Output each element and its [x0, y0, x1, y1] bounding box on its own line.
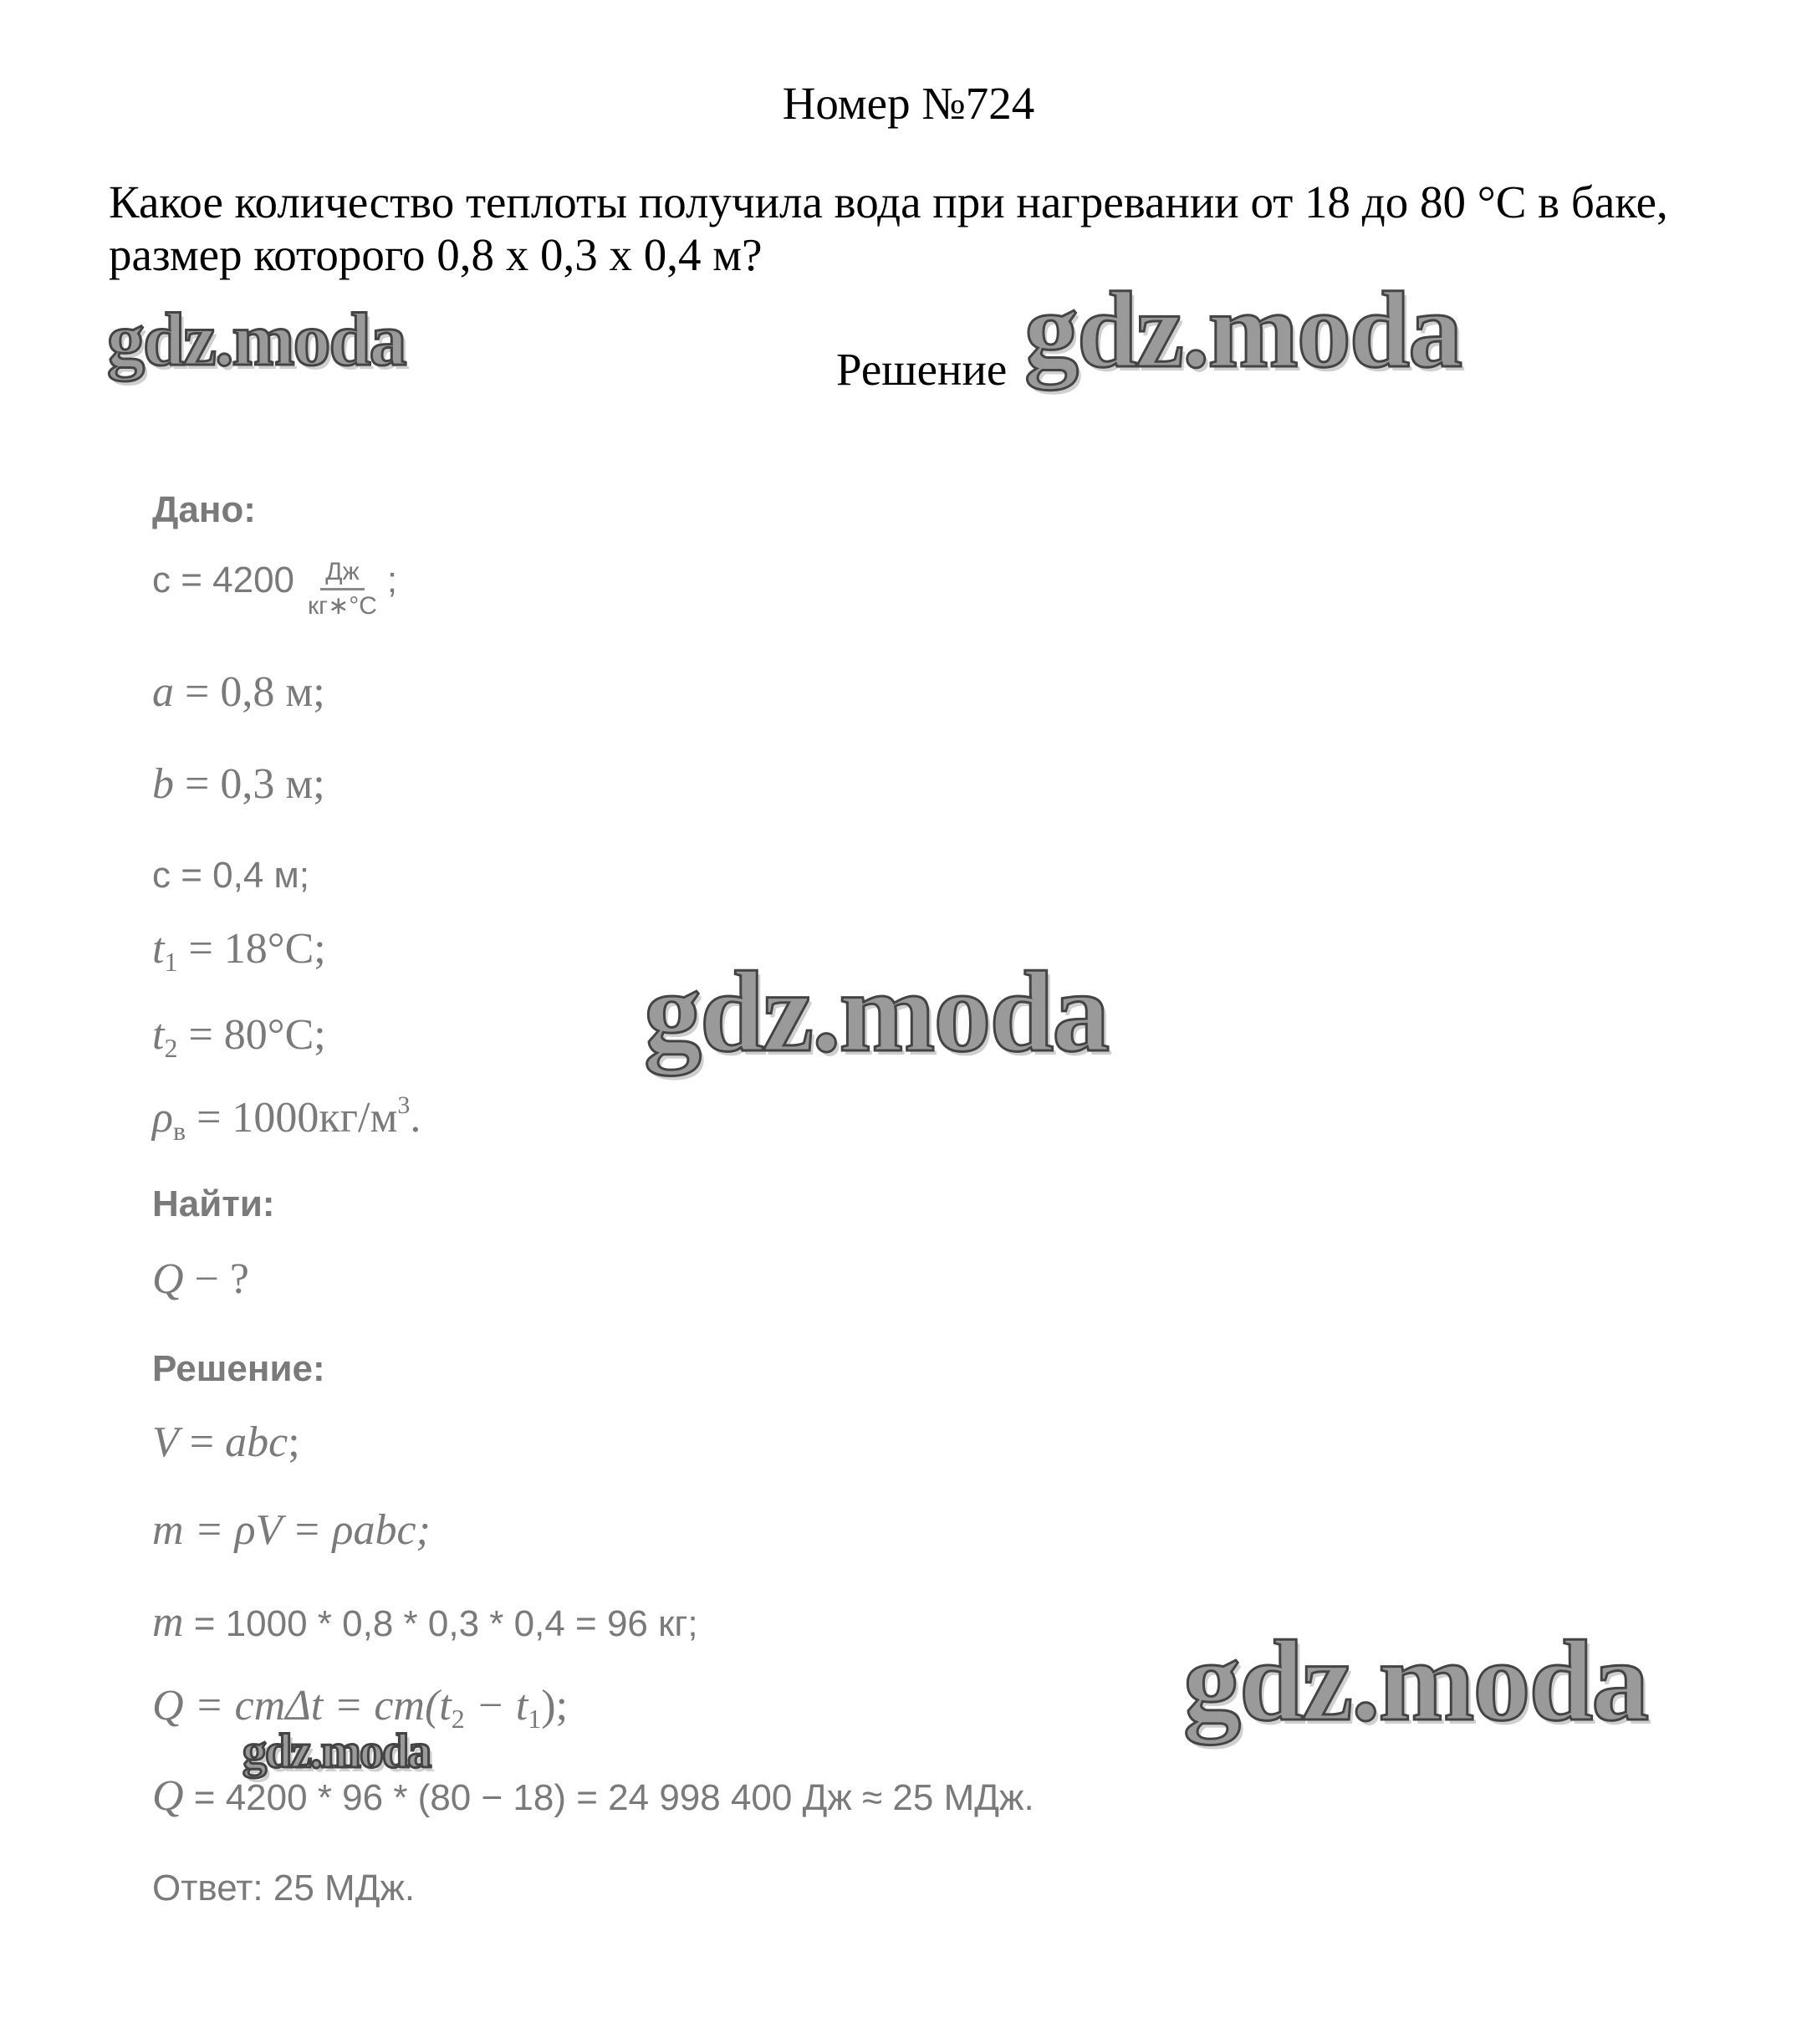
given-length-a: [152, 667, 325, 717]
eq-mass-value-text: = 1000 * 0,8 * 0,3 * 0,4 = 96 кг;: [183, 1603, 698, 1644]
task-number: Номер №724: [782, 78, 1035, 129]
var-b: b: [152, 760, 174, 808]
specific-heat-suffix: ;: [386, 560, 398, 601]
answer: [152, 1868, 415, 1909]
rho-end: .: [410, 1094, 421, 1142]
given-specific-heat: [152, 556, 397, 622]
watermark-logo: gdz.moda: [644, 948, 1109, 1076]
solution-label-text: Решение:: [152, 1348, 325, 1389]
find-q-value: − ?: [183, 1255, 249, 1303]
value-b: = 0,3 м;: [174, 760, 325, 808]
solution-label: [152, 1348, 325, 1390]
problem-statement: Какое количество теплоты получила вода при нагревании от 18 до 80 °С в баке, размер которого 0,8 х 0,3 х 0,4 м?: [109, 176, 1668, 280]
watermark-logo: gdz.moda: [242, 1724, 431, 1778]
t1-subscript: 1: [164, 947, 178, 977]
find-q: [152, 1255, 249, 1304]
given-label-text: Дано:: [152, 489, 256, 530]
rho-superscript: 3: [397, 1091, 411, 1119]
value-rho: = 1000кг/м: [186, 1094, 398, 1142]
eq-heat-formula-text: Q = cmΔt = cm(t: [152, 1682, 452, 1730]
find-label: [152, 1183, 275, 1225]
rho-subscript: в: [172, 1116, 186, 1146]
value-t2: = 80°C;: [177, 1011, 326, 1059]
eq-mass-formula-text: m = ρV = ρabc;: [152, 1506, 431, 1554]
eq-v-rhs: abc: [225, 1418, 288, 1466]
var-q: Q: [152, 1255, 184, 1303]
eq-v-equals: =: [178, 1418, 226, 1466]
watermark-logo: gdz.moda: [1024, 270, 1462, 391]
specific-heat-unit: [303, 556, 382, 622]
t2-subscript: 2: [164, 1033, 178, 1063]
unit-denominator: кг∗°С: [308, 592, 377, 620]
find-label-text: Найти:: [152, 1183, 275, 1224]
answer-text: Ответ: 25 МДж.: [152, 1868, 416, 1909]
var-q-result: Q: [152, 1772, 184, 1820]
var-a: a: [152, 668, 174, 716]
equation-mass-value: [152, 1597, 698, 1647]
eq-v-end: ;: [288, 1418, 300, 1466]
solution-heading: Решение: [836, 344, 1008, 395]
watermark-logo: gdz.moda: [107, 299, 406, 381]
given-label: [152, 489, 256, 531]
eq-heat-mid: − t: [464, 1682, 528, 1730]
eq-heat-sub1: 1: [528, 1704, 542, 1734]
specific-heat-value: c = 4200: [152, 560, 295, 601]
given-t2: [152, 1010, 326, 1064]
eq-heat-sub2: 2: [451, 1704, 465, 1734]
given-density: [152, 1091, 421, 1147]
var-rho: ρ: [152, 1094, 173, 1142]
eq-heat-value-text: = 4200 * 96 * (80 − 18) = 24 998 400 Дж ≈ 25 МДж.: [183, 1777, 1034, 1818]
value-c: c = 0,4 м;: [152, 855, 310, 896]
unit-numerator: Дж: [320, 556, 364, 590]
value-t1: = 18°C;: [177, 925, 326, 973]
var-t1: t: [152, 925, 165, 973]
given-width-b: [152, 759, 325, 809]
given-height-c: [152, 855, 309, 897]
given-t1: [152, 924, 326, 978]
eq-heat-end: );: [541, 1682, 569, 1730]
var-v: V: [152, 1418, 179, 1466]
equation-mass-formula: [152, 1505, 431, 1555]
value-a: = 0,8 м;: [174, 668, 325, 716]
watermark-logo: gdz.moda: [1183, 1617, 1648, 1745]
var-t2: t: [152, 1011, 165, 1059]
var-m: m: [152, 1598, 184, 1646]
equation-volume: [152, 1418, 300, 1467]
